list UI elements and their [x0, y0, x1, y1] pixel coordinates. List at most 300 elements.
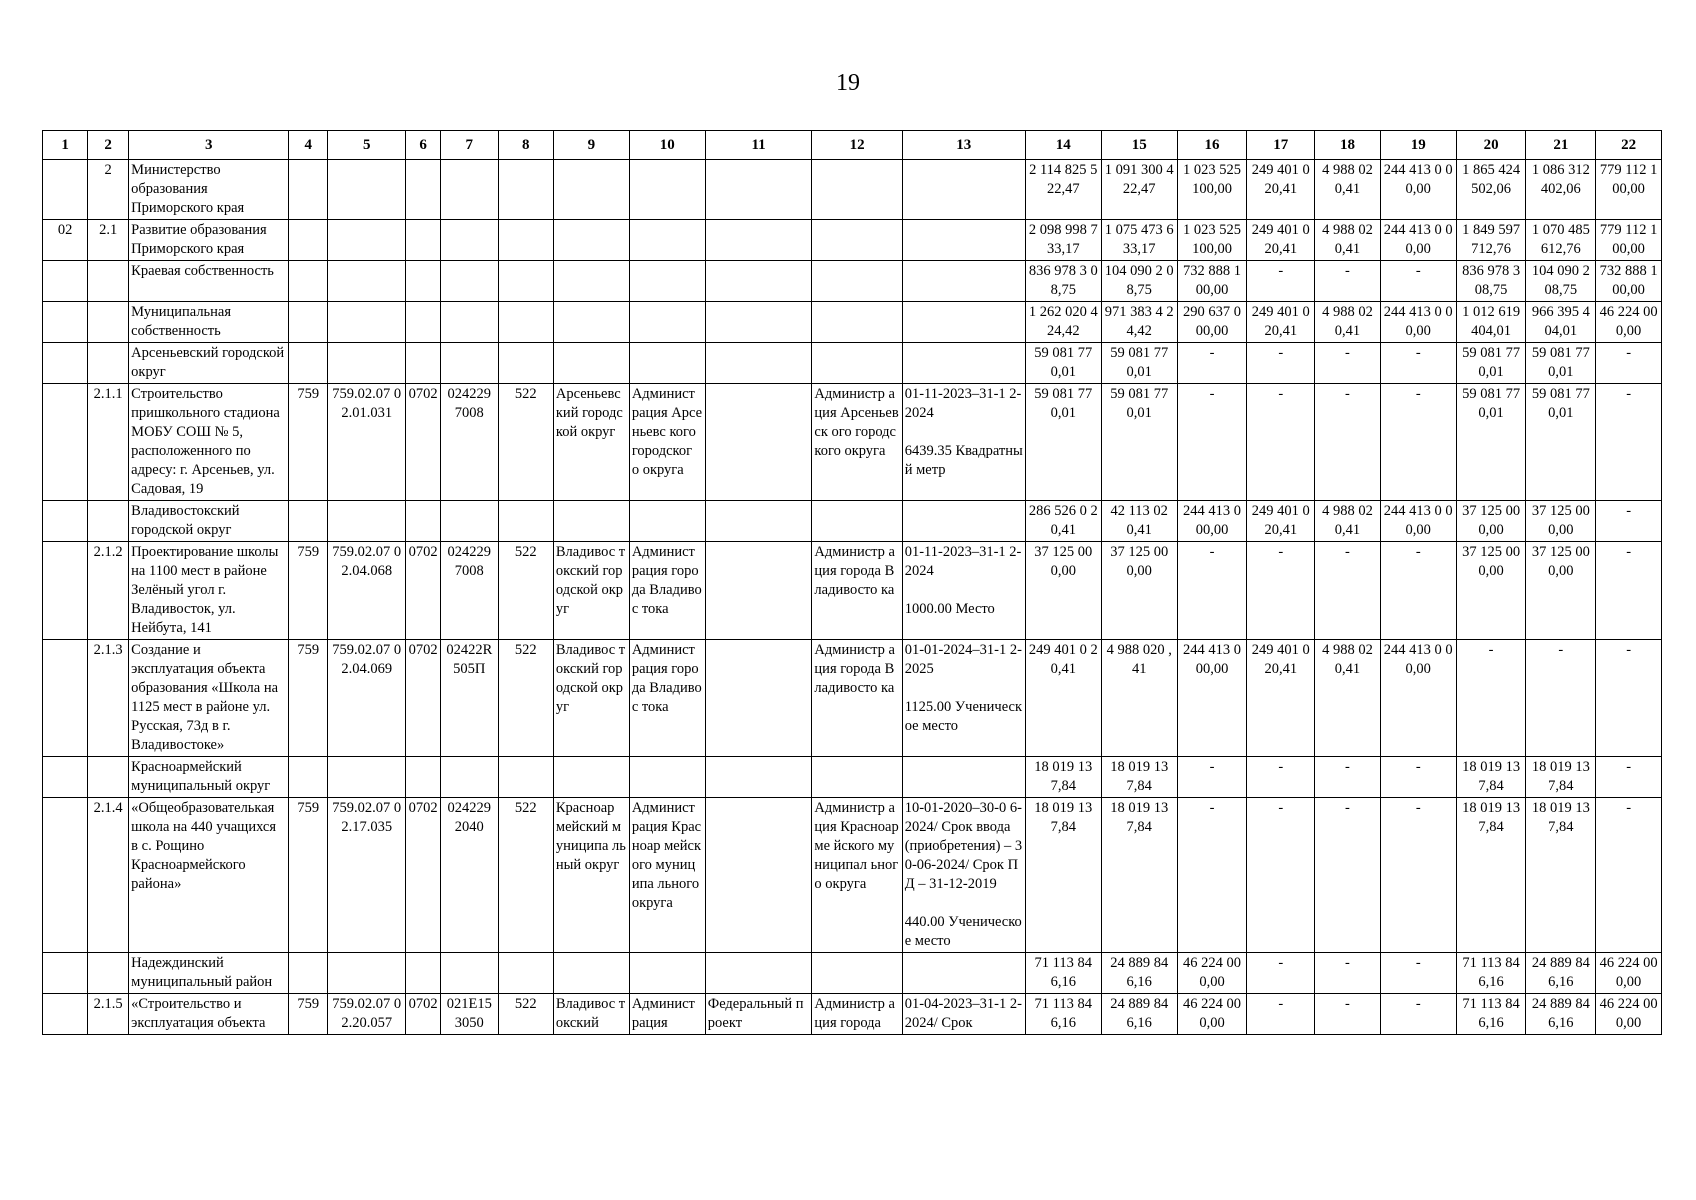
table-cell: [902, 501, 1025, 542]
table-cell: 18 019 13 7,84: [1025, 757, 1101, 798]
table-cell: Админист рация Арсеньевс кого городског о округа: [629, 384, 705, 501]
col-header: 5: [328, 131, 406, 160]
table-cell: 71 113 84 6,16: [1456, 953, 1526, 994]
table-cell: [406, 501, 441, 542]
table-cell: 2.1.1: [88, 384, 129, 501]
table-cell: 24 889 84 6,16: [1526, 953, 1596, 994]
table-row: [43, 384, 1662, 501]
table-cell: [812, 501, 902, 542]
table-cell: [902, 261, 1025, 302]
col-header: 3: [129, 131, 289, 160]
col-header: 11: [705, 131, 812, 160]
table-cell: [43, 384, 88, 501]
table-cell: «Строительство и эксплуатация объекта: [129, 994, 289, 1035]
table-cell: 2 114 825 522,47: [1025, 160, 1101, 220]
table-cell: Проектирование школы на 1100 мест в районе Зелёный угол г. Владивосток, ул. Нейбута, 141: [129, 542, 289, 640]
col-header: 9: [553, 131, 629, 160]
table-cell: Админист рация: [629, 994, 705, 1035]
table-cell: 104 090 2 08,75: [1526, 261, 1596, 302]
table-cell: [441, 261, 498, 302]
table-cell: 759: [289, 994, 328, 1035]
budget-table: [42, 130, 1662, 1035]
table-row: [43, 640, 1662, 757]
table-cell: 1 075 473 633,17: [1101, 220, 1177, 261]
table-cell: Строительство пришкольного стадиона МОБУ СОШ № 5, расположенного по адресу: г. Арсеньев, ул. Садовая, 19: [129, 384, 289, 501]
table-cell: [289, 261, 328, 302]
table-cell: [498, 302, 553, 343]
table-cell: [498, 160, 553, 220]
table-cell: [328, 261, 406, 302]
table-cell: [441, 302, 498, 343]
col-header: 19: [1380, 131, 1456, 160]
table-cell: 779 112 1 00,00: [1596, 220, 1662, 261]
table-cell: Владивос токский городской округ: [553, 640, 629, 757]
col-header: 22: [1596, 131, 1662, 160]
budget-table-container: [42, 130, 1662, 1035]
col-header: 12: [812, 131, 902, 160]
table-cell: Создание и эксплуатация объекта образования «Школа на 1125 мест в районе ул. Русская, 73д в г. Владивостоке»: [129, 640, 289, 757]
table-cell: 249 401 020,41: [1247, 501, 1315, 542]
table-cell: Владивос токский: [553, 994, 629, 1035]
table-cell: 759.02.07 02.17.035: [328, 798, 406, 953]
table-cell: [498, 220, 553, 261]
table-cell: 01-01-2024–31-1 2-2025 1125.00 Ученическое место: [902, 640, 1025, 757]
col-header: 17: [1247, 131, 1315, 160]
table-cell: [289, 160, 328, 220]
table-cell: [406, 343, 441, 384]
table-cell: [553, 501, 629, 542]
col-header: 7: [441, 131, 498, 160]
table-cell: [406, 160, 441, 220]
table-cell: 290 637 0 00,00: [1177, 302, 1247, 343]
table-cell: 37 125 00 0,00: [1456, 542, 1526, 640]
table-cell: [441, 501, 498, 542]
table-cell: 18 019 13 7,84: [1526, 757, 1596, 798]
table-cell: -: [1315, 994, 1381, 1035]
table-cell: 286 526 0 20,41: [1025, 501, 1101, 542]
table-row: [43, 160, 1662, 220]
table-cell: [705, 542, 812, 640]
table-cell: 522: [498, 640, 553, 757]
table-cell: 759.02.07 02.04.069: [328, 640, 406, 757]
table-cell: -: [1315, 343, 1381, 384]
table-cell: [553, 160, 629, 220]
table-cell: [43, 343, 88, 384]
table-row: [43, 542, 1662, 640]
table-cell: [629, 302, 705, 343]
table-cell: 024229 2040: [441, 798, 498, 953]
table-cell: [88, 953, 129, 994]
table-cell: Развитие образования Приморского края: [129, 220, 289, 261]
table-cell: 759: [289, 542, 328, 640]
table-cell: -: [1247, 343, 1315, 384]
table-cell: [705, 953, 812, 994]
table-cell: -: [1380, 757, 1456, 798]
table-cell: [902, 953, 1025, 994]
table-cell: [441, 757, 498, 798]
table-cell: -: [1315, 384, 1381, 501]
table-cell: 1 023 525 100,00: [1177, 220, 1247, 261]
table-cell: 18 019 13 7,84: [1025, 798, 1101, 953]
table-cell: -: [1177, 343, 1247, 384]
table-row: [43, 302, 1662, 343]
table-cell: [812, 160, 902, 220]
table-cell: 0702: [406, 384, 441, 501]
table-cell: 966 395 4 04,01: [1526, 302, 1596, 343]
table-cell: Администр ация города Владивосто ка: [812, 640, 902, 757]
table-cell: [629, 757, 705, 798]
table-cell: [43, 953, 88, 994]
table-cell: 2: [88, 160, 129, 220]
table-cell: 37 125 00 0,00: [1101, 542, 1177, 640]
table-cell: Арсеньевс кий городской округ: [553, 384, 629, 501]
table-cell: [43, 757, 88, 798]
table-cell: -: [1247, 384, 1315, 501]
table-cell: -: [1526, 640, 1596, 757]
table-cell: 971 383 4 24,42: [1101, 302, 1177, 343]
table-cell: -: [1177, 384, 1247, 501]
table-cell: 244 413 0 00,00: [1380, 160, 1456, 220]
col-header: 4: [289, 131, 328, 160]
table-cell: Админист рация Красноар мейского муниципа льного округа: [629, 798, 705, 953]
table-cell: 37 125 00 0,00: [1025, 542, 1101, 640]
table-cell: [43, 160, 88, 220]
table-cell: [553, 261, 629, 302]
table-cell: 1 865 424 502,06: [1456, 160, 1526, 220]
table-cell: [406, 953, 441, 994]
table-cell: Владивостокский городской округ: [129, 501, 289, 542]
table-cell: 104 090 2 08,75: [1101, 261, 1177, 302]
table-cell: [406, 757, 441, 798]
table-cell: [553, 953, 629, 994]
table-cell: -: [1247, 798, 1315, 953]
table-cell: -: [1177, 798, 1247, 953]
table-cell: [629, 953, 705, 994]
table-cell: 244 413 0 00,00: [1177, 640, 1247, 757]
table-cell: [328, 220, 406, 261]
table-cell: 836 978 3 08,75: [1025, 261, 1101, 302]
table-cell: Краевая собственность: [129, 261, 289, 302]
table-cell: -: [1456, 640, 1526, 757]
table-cell: Владивос токский городской округ: [553, 542, 629, 640]
table-cell: 2.1.4: [88, 798, 129, 953]
table-cell: [902, 343, 1025, 384]
table-row: [43, 261, 1662, 302]
table-cell: [705, 501, 812, 542]
table-cell: 024229 7008: [441, 542, 498, 640]
table-cell: [43, 261, 88, 302]
table-cell: Администр ация Красноарме йского муниципал ьного округа: [812, 798, 902, 953]
table-cell: [812, 220, 902, 261]
table-row: [43, 953, 1662, 994]
table-cell: 522: [498, 542, 553, 640]
table-cell: [812, 757, 902, 798]
table-cell: -: [1177, 757, 1247, 798]
table-row: [43, 798, 1662, 953]
table-cell: [705, 640, 812, 757]
table-cell: 18 019 13 7,84: [1456, 757, 1526, 798]
table-cell: -: [1596, 798, 1662, 953]
table-cell: 18 019 13 7,84: [1456, 798, 1526, 953]
table-cell: [705, 220, 812, 261]
table-cell: Админист рация города Владивос тока: [629, 640, 705, 757]
table-cell: [289, 302, 328, 343]
table-cell: 01-11-2023–31-1 2-2024 6439.35 Квадратный метр: [902, 384, 1025, 501]
table-cell: [328, 953, 406, 994]
table-cell: -: [1380, 384, 1456, 501]
table-cell: [328, 302, 406, 343]
table-cell: [498, 343, 553, 384]
table-cell: 01-04-2023–31-1 2-2024/ Срок: [902, 994, 1025, 1035]
table-cell: 2.1: [88, 220, 129, 261]
table-cell: 71 113 84 6,16: [1025, 953, 1101, 994]
table-row: [43, 501, 1662, 542]
table-cell: [43, 640, 88, 757]
table-cell: [629, 501, 705, 542]
table-cell: [629, 343, 705, 384]
table-cell: [406, 220, 441, 261]
table-cell: -: [1315, 798, 1381, 953]
table-cell: 71 113 84 6,16: [1456, 994, 1526, 1035]
table-cell: 2.1.2: [88, 542, 129, 640]
table-row: [43, 994, 1662, 1035]
table-cell: Арсеньевский городской округ: [129, 343, 289, 384]
table-cell: «Общеобразователькая школа на 440 учащихся в с. Рощино Красноармейского района»: [129, 798, 289, 953]
table-cell: 46 224 00 0,00: [1596, 953, 1662, 994]
table-cell: 59 081 77 0,01: [1025, 384, 1101, 501]
table-cell: [88, 343, 129, 384]
table-cell: [553, 302, 629, 343]
table-cell: 522: [498, 384, 553, 501]
table-cell: [441, 220, 498, 261]
table-cell: 759: [289, 640, 328, 757]
table-cell: [88, 757, 129, 798]
col-header: 10: [629, 131, 705, 160]
col-header: 20: [1456, 131, 1526, 160]
col-header: 1: [43, 131, 88, 160]
table-cell: [902, 302, 1025, 343]
table-cell: [289, 953, 328, 994]
table-cell: 759.02.07 02.04.068: [328, 542, 406, 640]
table-cell: 2 098 998 733,17: [1025, 220, 1101, 261]
table-row: [43, 343, 1662, 384]
table-cell: 759.02.07 02.20.057: [328, 994, 406, 1035]
table-cell: -: [1380, 261, 1456, 302]
table-cell: [812, 953, 902, 994]
table-cell: 732 888 1 00,00: [1596, 261, 1662, 302]
table-cell: -: [1247, 261, 1315, 302]
table-cell: 244 413 0 00,00: [1380, 302, 1456, 343]
table-cell: [812, 302, 902, 343]
table-cell: [406, 302, 441, 343]
table-cell: 18 019 13 7,84: [1101, 798, 1177, 953]
table-cell: [328, 343, 406, 384]
table-cell: [498, 953, 553, 994]
table-cell: -: [1315, 261, 1381, 302]
table-cell: -: [1315, 757, 1381, 798]
table-cell: Администр ация Арсеньевск ого городского округа: [812, 384, 902, 501]
table-cell: 59 081 77 0,01: [1526, 384, 1596, 501]
table-cell: 01-11-2023–31-1 2-2024 1000.00 Место: [902, 542, 1025, 640]
table-cell: 1 091 300 422,47: [1101, 160, 1177, 220]
col-header: 16: [1177, 131, 1247, 160]
table-cell: 10-01-2020–30-0 6-2024/ Срок ввода (приобретения) – 30-06-2024/ Срок ПД – 31-12-2019 440.00 Ученическое место: [902, 798, 1025, 953]
table-cell: 1 012 619 404,01: [1456, 302, 1526, 343]
table-cell: [629, 160, 705, 220]
table-cell: [441, 160, 498, 220]
table-cell: [902, 160, 1025, 220]
table-cell: -: [1380, 994, 1456, 1035]
table-cell: [498, 261, 553, 302]
table-cell: 59 081 77 0,01: [1456, 384, 1526, 501]
table-cell: [553, 757, 629, 798]
table-cell: -: [1380, 343, 1456, 384]
table-cell: -: [1596, 640, 1662, 757]
table-cell: 71 113 84 6,16: [1025, 994, 1101, 1035]
col-header: 8: [498, 131, 553, 160]
table-cell: [43, 994, 88, 1035]
table-cell: [498, 757, 553, 798]
table-cell: Красноар мейский муниципа льный округ: [553, 798, 629, 953]
table-cell: 249 401 0 20,41: [1025, 640, 1101, 757]
table-cell: [902, 220, 1025, 261]
table-cell: 46 224 00 0,00: [1596, 302, 1662, 343]
table-cell: [289, 220, 328, 261]
table-cell: 836 978 3 08,75: [1456, 261, 1526, 302]
table-cell: 244 413 0 00,00: [1380, 220, 1456, 261]
table-body: [43, 160, 1662, 1035]
table-cell: 2.1.3: [88, 640, 129, 757]
table-cell: Надеждинский муниципальный район: [129, 953, 289, 994]
table-cell: [43, 501, 88, 542]
table-cell: 021E15 3050: [441, 994, 498, 1035]
table-cell: -: [1596, 384, 1662, 501]
table-cell: [705, 302, 812, 343]
table-cell: [328, 757, 406, 798]
table-cell: [441, 953, 498, 994]
table-cell: 4 988 020 ,41: [1101, 640, 1177, 757]
table-cell: [705, 261, 812, 302]
table-cell: 1 262 020 424,42: [1025, 302, 1101, 343]
table-cell: -: [1596, 542, 1662, 640]
table-cell: 1 023 525 100,00: [1177, 160, 1247, 220]
table-cell: 37 125 00 0,00: [1526, 501, 1596, 542]
table-cell: Администр ация города: [812, 994, 902, 1035]
table-cell: [705, 343, 812, 384]
table-cell: [498, 501, 553, 542]
table-cell: 42 113 02 0,41: [1101, 501, 1177, 542]
table-cell: Админист рация города Владивос тока: [629, 542, 705, 640]
table-cell: 522: [498, 994, 553, 1035]
table-cell: [629, 220, 705, 261]
table-cell: [705, 757, 812, 798]
table-cell: 18 019 13 7,84: [1101, 757, 1177, 798]
col-header: 13: [902, 131, 1025, 160]
table-cell: [705, 798, 812, 953]
table-cell: -: [1247, 953, 1315, 994]
table-cell: 244 413 0 00,00: [1380, 640, 1456, 757]
table-cell: 1 070 485 612,76: [1526, 220, 1596, 261]
table-cell: [629, 261, 705, 302]
table-cell: [88, 261, 129, 302]
table-cell: [406, 261, 441, 302]
table-row: [43, 757, 1662, 798]
table-cell: [812, 343, 902, 384]
table-cell: -: [1596, 343, 1662, 384]
table-cell: 02422R 505П: [441, 640, 498, 757]
table-cell: 249 401 020,41: [1247, 160, 1315, 220]
table-cell: 0702: [406, 994, 441, 1035]
table-cell: [43, 542, 88, 640]
table-cell: 4 988 02 0,41: [1315, 501, 1381, 542]
table-cell: -: [1315, 542, 1381, 640]
table-cell: 0702: [406, 542, 441, 640]
table-cell: 59 081 77 0,01: [1101, 343, 1177, 384]
table-cell: 2.1.5: [88, 994, 129, 1035]
table-cell: 522: [498, 798, 553, 953]
table-cell: 0702: [406, 798, 441, 953]
table-cell: 732 888 1 00,00: [1177, 261, 1247, 302]
table-cell: 4 988 02 0,41: [1315, 220, 1381, 261]
table-cell: Министерство образования Приморского края: [129, 160, 289, 220]
table-cell: 24 889 84 6,16: [1101, 994, 1177, 1035]
col-header: 2: [88, 131, 129, 160]
table-cell: [328, 160, 406, 220]
col-header: 21: [1526, 131, 1596, 160]
table-cell: [553, 343, 629, 384]
table-cell: Муниципальная собственность: [129, 302, 289, 343]
table-cell: [289, 501, 328, 542]
table-cell: 4 988 02 0,41: [1315, 640, 1381, 757]
table-cell: [705, 384, 812, 501]
table-cell: [43, 302, 88, 343]
table-cell: Красноармейский муниципальный округ: [129, 757, 289, 798]
col-header: 18: [1315, 131, 1381, 160]
table-cell: 759: [289, 798, 328, 953]
table-cell: -: [1380, 798, 1456, 953]
table-cell: 0702: [406, 640, 441, 757]
table-cell: 46 224 00 0,00: [1177, 994, 1247, 1035]
table-cell: 759.02.07 02.01.031: [328, 384, 406, 501]
table-cell: 249 401 020,41: [1247, 220, 1315, 261]
table-cell: 24 889 84 6,16: [1526, 994, 1596, 1035]
table-cell: [88, 501, 129, 542]
table-cell: [328, 501, 406, 542]
table-cell: -: [1247, 994, 1315, 1035]
table-cell: 18 019 13 7,84: [1526, 798, 1596, 953]
table-cell: 59 081 77 0,01: [1025, 343, 1101, 384]
table-cell: -: [1380, 953, 1456, 994]
table-cell: 779 112 1 00,00: [1596, 160, 1662, 220]
table-cell: -: [1247, 757, 1315, 798]
table-cell: [88, 302, 129, 343]
table-cell: 59 081 77 0,01: [1101, 384, 1177, 501]
table-cell: -: [1596, 501, 1662, 542]
table-cell: [289, 343, 328, 384]
table-cell: 244 413 0 00,00: [1380, 501, 1456, 542]
table-cell: 1 849 597 712,76: [1456, 220, 1526, 261]
table-cell: 244 413 0 00,00: [1177, 501, 1247, 542]
table-cell: [441, 343, 498, 384]
table-cell: -: [1380, 542, 1456, 640]
table-cell: -: [1315, 953, 1381, 994]
table-cell: -: [1596, 757, 1662, 798]
table-cell: 59 081 77 0,01: [1456, 343, 1526, 384]
table-cell: [812, 261, 902, 302]
table-cell: 02: [43, 220, 88, 261]
table-cell: 1 086 312 402,06: [1526, 160, 1596, 220]
table-cell: 249 401 020,41: [1247, 302, 1315, 343]
